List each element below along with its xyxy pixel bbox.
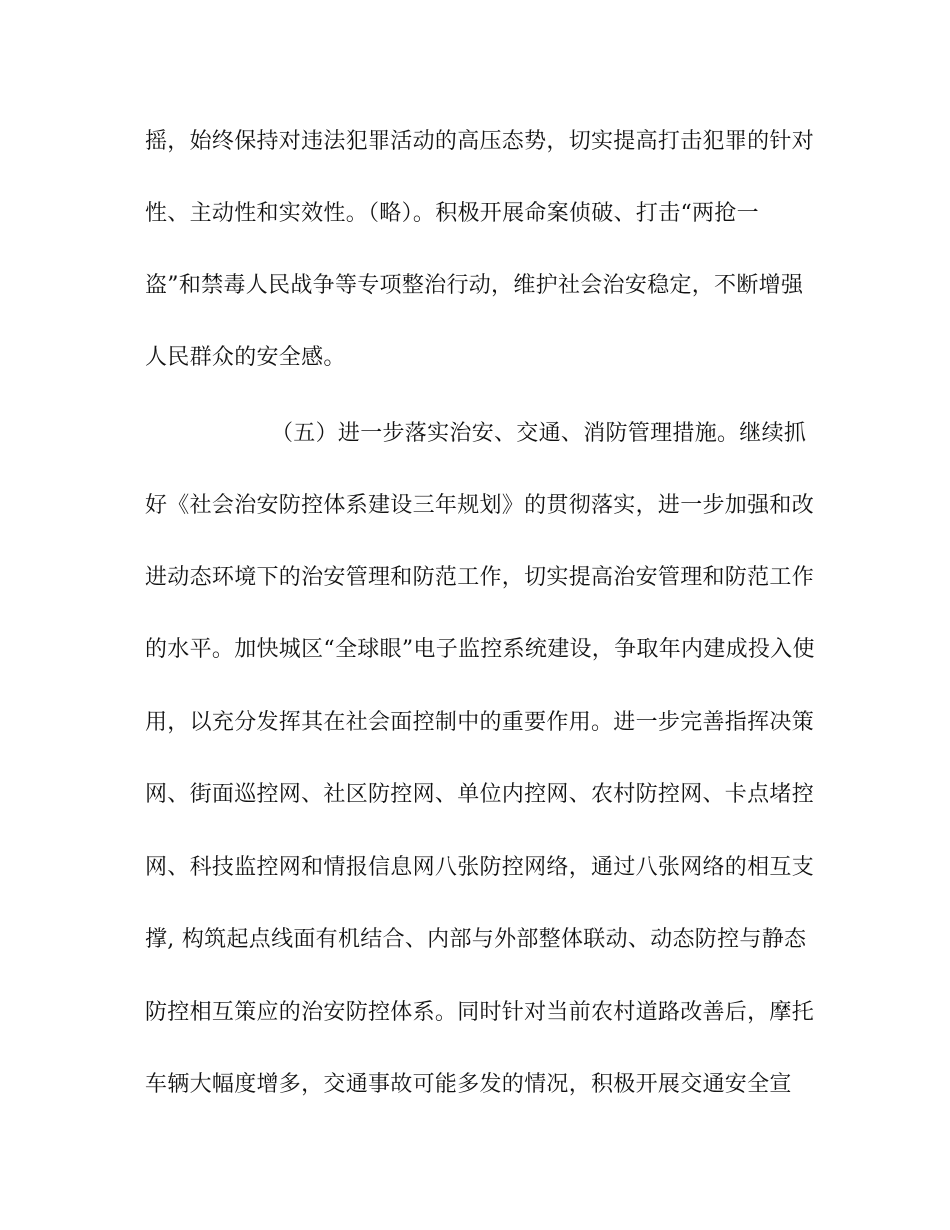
text-line: 网、科技监控网和情报信息网八张防控网络，通过八张网络的相互支 bbox=[145, 855, 815, 880]
text-line: 撑, 构筑起点线面有机结合、内部与外部整体联动、动态防控与静态 bbox=[145, 927, 807, 952]
text-line: 摇，始终保持对违法犯罪活动的高压态势，切实提高打击犯罪的针对 bbox=[145, 129, 815, 154]
text-line: 防控相互策应的治安防控体系。同时针对当前农村道路改善后，摩托 bbox=[145, 1000, 815, 1025]
text-line: （五）进一步落实治安、交通、消防管理措施。继续抓 bbox=[271, 421, 807, 446]
text-line: 车辆大幅度增多，交通事故可能多发的情况，积极开展交通安全宣 bbox=[145, 1072, 792, 1097]
text-line: 性、主动性和实效性。（略）。积极开展命案侦破、打击“两抢一 bbox=[145, 201, 759, 226]
text-line: 人民群众的安全感。 bbox=[145, 345, 346, 370]
text-line: 用，以充分发挥其在社会面控制中的重要作用。进一步完善指挥决策 bbox=[145, 710, 815, 735]
text-line: 好《社会治安防控体系建设三年规划》的贯彻落实，进一步加强和改 bbox=[145, 493, 815, 518]
text-line: 盗”和禁毒人民战争等专项整治行动，维护社会治安稳定，不断增强 bbox=[145, 273, 804, 298]
text-line: 网、街面巡控网、社区防控网、单位内控网、农村防控网、卡点堵控 bbox=[145, 782, 815, 807]
text-line: 的水平。加快城区“全球眼”电子监控系统建设，争取年内建成投入使 bbox=[145, 637, 815, 662]
text-line: 进动态环境下的治安管理和防范工作，切实提高治安管理和防范工作 bbox=[145, 565, 815, 590]
